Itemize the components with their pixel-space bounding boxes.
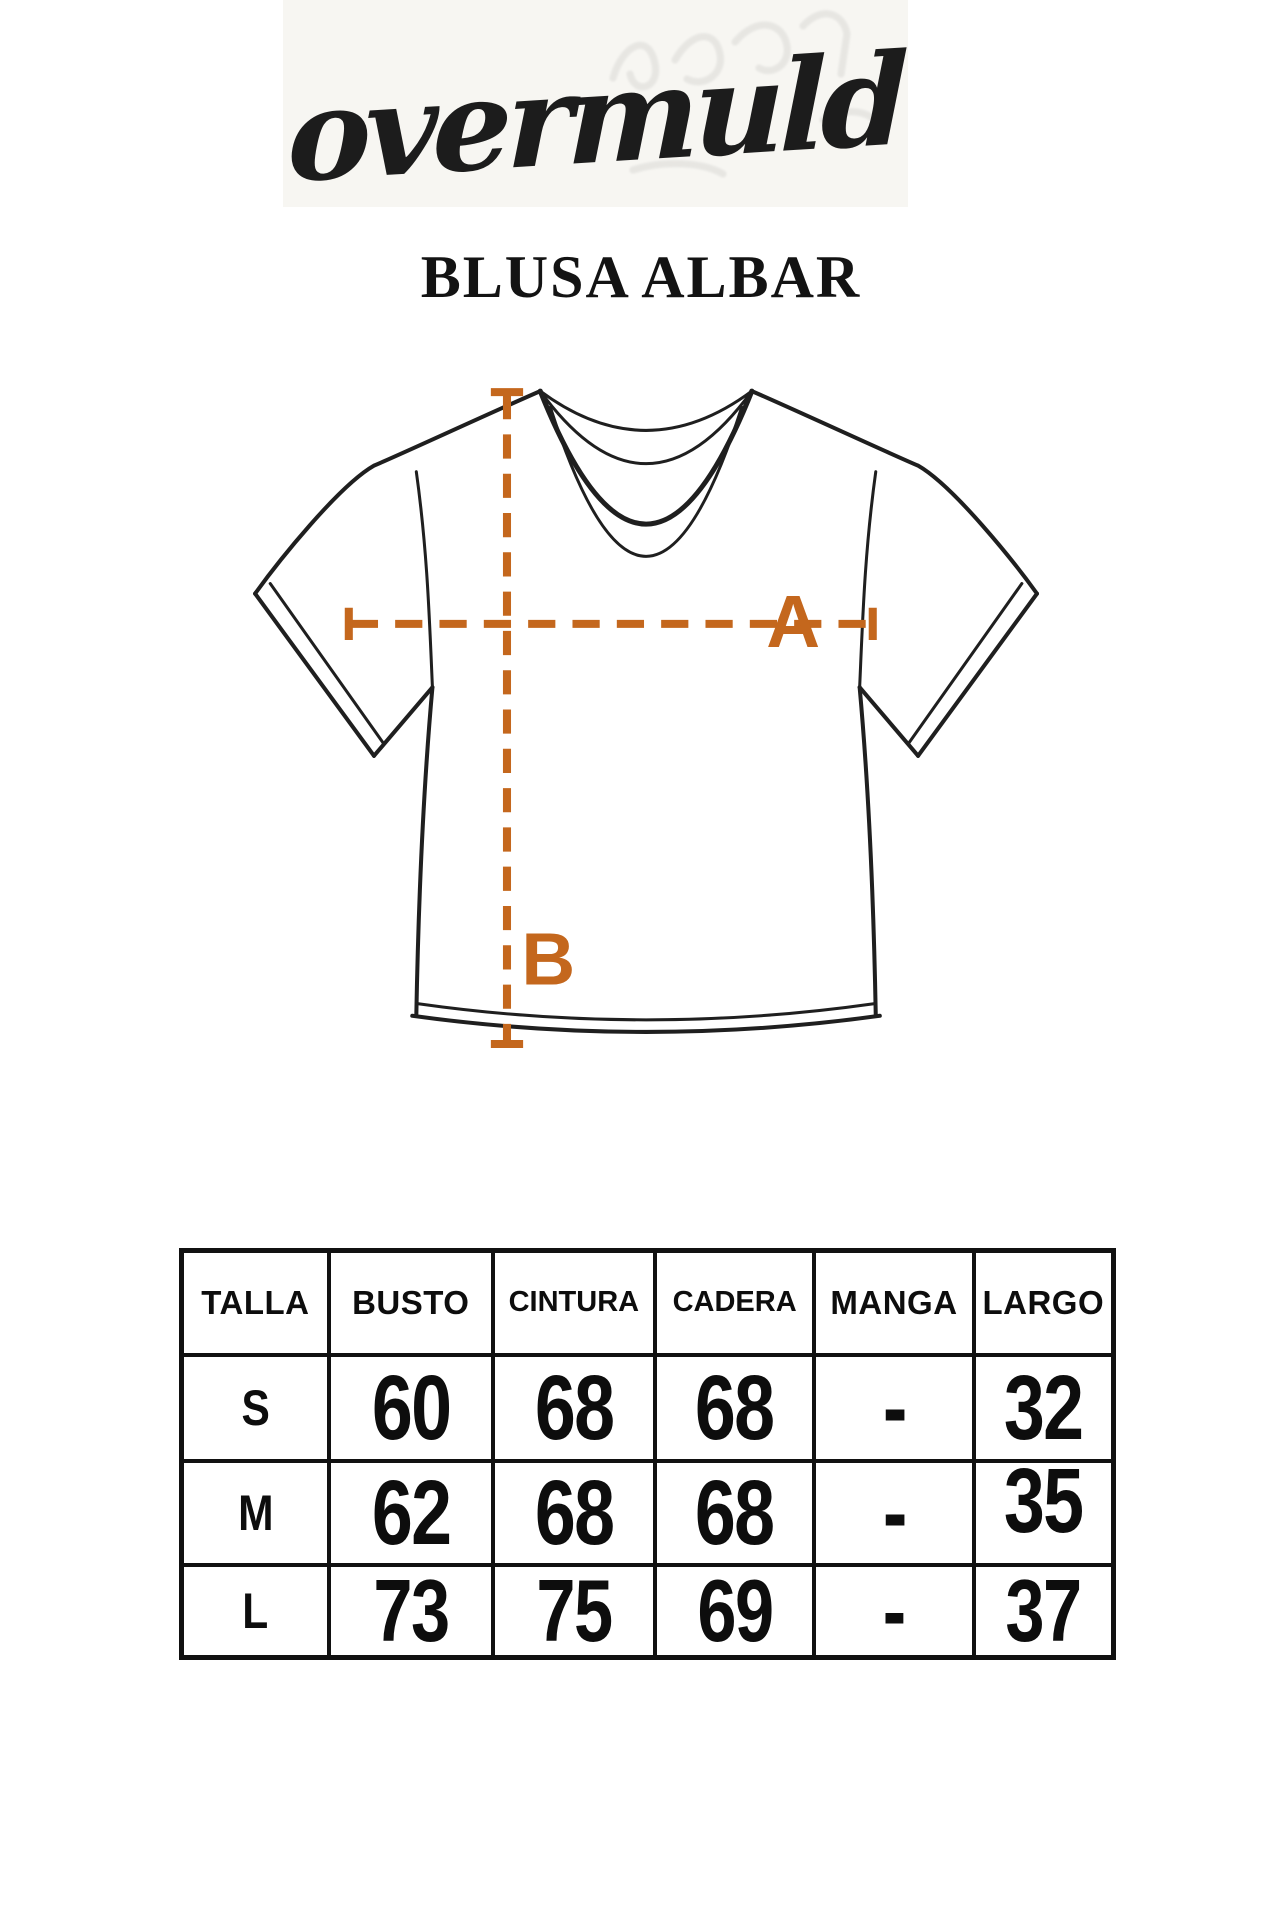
value-cell-manga: - [814, 1355, 973, 1461]
size-cell: M [182, 1461, 329, 1565]
value-cell-busto: 73 [329, 1565, 493, 1658]
brand-logo [283, 0, 908, 211]
size-chart-table [179, 1248, 1116, 1660]
size-cell: L [182, 1565, 329, 1658]
value-cell-busto: 62 [329, 1461, 493, 1565]
value-cell-manga: - [814, 1565, 973, 1658]
tshirt-outline [255, 391, 1037, 1032]
size-cell: S [182, 1355, 329, 1461]
column-header-busto: BUSTO [329, 1251, 493, 1355]
measure-label-b: B [521, 917, 576, 1001]
column-header-largo: LARGO [974, 1251, 1114, 1355]
measurement-lines [349, 392, 873, 1044]
product-title: BLUSA ALBAR [420, 244, 862, 310]
size-row-s [182, 1355, 1114, 1461]
value-cell-cintura: 68 [493, 1355, 655, 1461]
value-cell-cintura: 68 [493, 1461, 655, 1565]
size-chart-header-row [182, 1251, 1114, 1355]
column-header-talla: TALLA [182, 1251, 329, 1355]
measure-label-a: A [766, 580, 821, 664]
value-cell-busto: 60 [329, 1355, 493, 1461]
size-row-l [182, 1565, 1114, 1658]
column-header-cintura: CINTURA [493, 1251, 655, 1355]
column-header-manga: MANGA [814, 1251, 973, 1355]
value-cell-largo: 35 [974, 1461, 1114, 1565]
value-cell-largo: 32 [974, 1355, 1114, 1461]
value-cell-cadera: 69 [655, 1565, 814, 1658]
size-row-m [182, 1461, 1114, 1565]
brand-logo-text: overmuld [286, 24, 904, 211]
value-cell-cadera: 68 [655, 1461, 814, 1565]
value-cell-largo: 37 [974, 1565, 1114, 1658]
value-cell-cintura: 75 [493, 1565, 655, 1658]
shirt-measurement-diagram [243, 354, 1039, 1066]
value-cell-cadera: 68 [655, 1355, 814, 1461]
column-header-cadera: CADERA [655, 1251, 814, 1355]
value-cell-manga: - [814, 1461, 973, 1565]
